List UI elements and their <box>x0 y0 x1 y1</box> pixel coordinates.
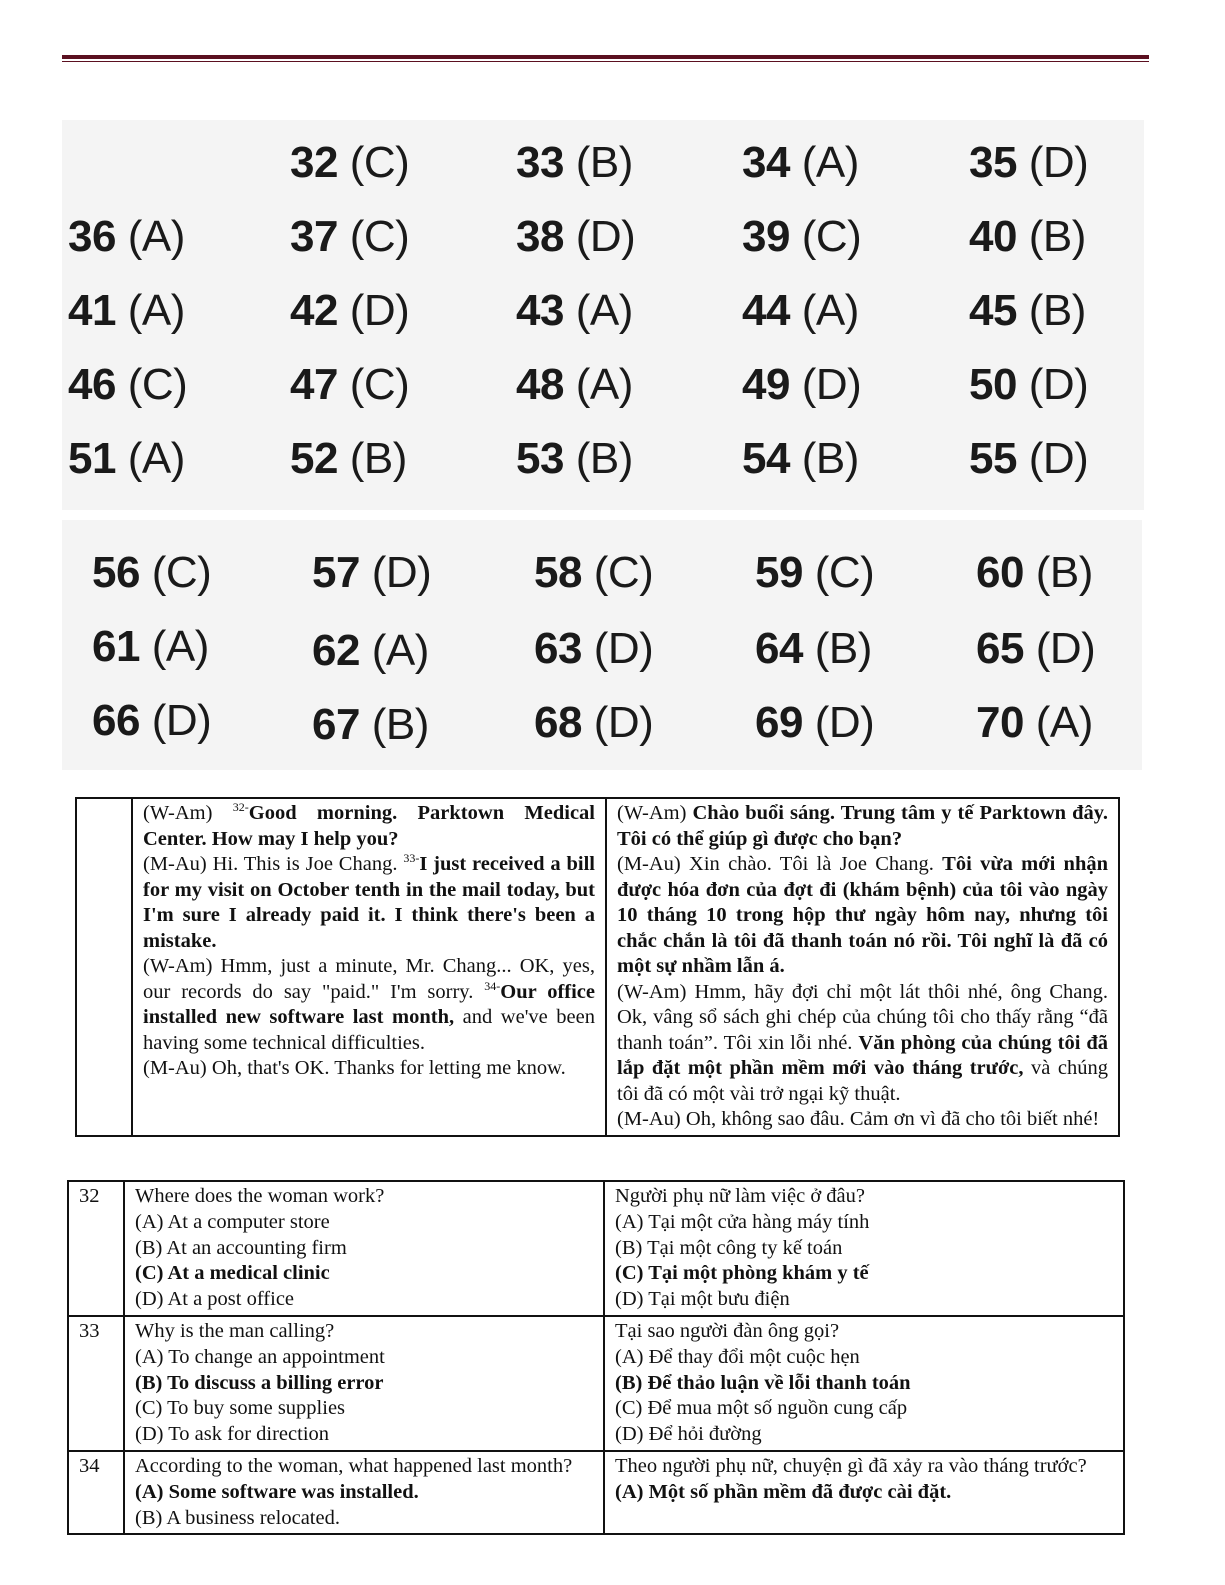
answer-key-item: 56 (C) <box>92 548 212 597</box>
answer-key-item: 51 (A) <box>68 434 185 483</box>
answer-key-item: 64 (B) <box>755 624 872 673</box>
option: (C) To buy some supplies <box>135 1397 346 1420</box>
question-text: Where does the woman work? <box>135 1185 385 1207</box>
question-vietnamese-cell <box>604 1181 1124 1316</box>
transcript-line: (M-Au) Oh, that's OK. Thanks for letting me know. <box>143 1057 566 1079</box>
answer-key-item: 32 (C) <box>290 138 410 187</box>
questions-table <box>67 1180 1125 1535</box>
option: (A) Để thay đổi một cuộc hẹn <box>615 1345 860 1368</box>
correct-option: (B) To discuss a billing error <box>135 1371 384 1394</box>
option: (D) Để hỏi đường <box>615 1423 762 1446</box>
answer-key-item: 54 (B) <box>742 434 859 483</box>
transcript-line: (M-Au) Xin chào. Tôi là Joe Chang. Tôi vừa mới nhận được hóa đơn của đợt đi (khám bệnh) của tôi vào ngày 10 tháng 10 trong hộp thư ngày hôm nay, nhưng tôi chắc chắn là tôi đã thanh toán nó rồi. Tôi nghĩ là đã có một sự nhầm lẫn á. <box>617 853 1109 977</box>
answer-key-item: 49 (D) <box>742 360 862 409</box>
correct-option: (A) Some software was installed. <box>135 1480 419 1503</box>
transcript-number-cell <box>76 798 132 1136</box>
answer-key-item: 35 (D) <box>969 138 1089 187</box>
question-text: Theo người phụ nữ, chuyện gì đã xảy ra vào tháng trước? <box>615 1454 1087 1477</box>
transcript-line: (W-Am) Hmm, just a minute, Mr. Chang... OK, yes, our records do say "paid." I'm sorry. $^{34-}$Our office installed new software last month, and we've been having some technical difficulties. <box>143 955 596 1054</box>
option: (A) Tại một cửa hàng máy tính <box>615 1210 870 1233</box>
question-number: 33 <box>68 1316 124 1451</box>
answer-key-item: 66 (D) <box>92 696 212 745</box>
answer-key-item: 42 (D) <box>290 286 410 335</box>
transcript-line: (M-Au) Hi. This is Joe Chang. $^{33-}$I just received a bill for my visit on October tenth in the mail today, but I'm sure I already paid it. I think there's been a mistake. <box>143 851 595 952</box>
question-text: Người phụ nữ làm việc ở đâu? <box>615 1185 865 1207</box>
option: (D) To ask for direction <box>135 1423 330 1446</box>
transcript-line: (W-Am) $^{32-}$Good morning. Parktown Medical Center. How may I help you? <box>143 800 595 850</box>
answer-key-panel-top <box>62 120 1144 510</box>
question-vietnamese-cell <box>604 1451 1124 1534</box>
table-row <box>76 798 1119 1136</box>
answer-key-item: 39 (C) <box>742 212 862 261</box>
answer-key-item: 36 (A) <box>68 212 185 261</box>
answer-key-item: 60 (B) <box>976 548 1093 597</box>
answer-key-item: 37 (C) <box>290 212 410 261</box>
transcript-table <box>75 797 1120 1137</box>
answer-key-item: 41 (A) <box>68 286 185 335</box>
question-english-cell <box>124 1181 604 1316</box>
transcript-english-cell <box>132 798 606 1136</box>
answer-key-item: 43 (A) <box>516 286 633 335</box>
question-text: Tại sao người đàn ông gọi? <box>615 1319 840 1342</box>
answer-key-item: 61 (A) <box>92 622 209 671</box>
answer-key-item: 33 (B) <box>516 138 633 187</box>
answer-key-item: 58 (C) <box>534 548 654 597</box>
question-number: 34 <box>68 1451 124 1534</box>
answer-key-item: 46 (C) <box>68 360 188 409</box>
answer-key-item: 50 (D) <box>969 360 1089 409</box>
question-text: Why is the man calling? <box>135 1319 335 1342</box>
answer-key-item: 45 (B) <box>969 286 1086 335</box>
transcript-line: (W-Am) Chào buổi sáng. Trung tâm y tế Parktown đây. Tôi có thể giúp gì được cho bạn? <box>617 802 1109 850</box>
option: (B) Tại một công ty kế toán <box>615 1236 843 1259</box>
table-row <box>68 1316 1124 1451</box>
correct-option: (B) Để thảo luận về lỗi thanh toán <box>615 1371 911 1394</box>
answer-key-item: 69 (D) <box>755 698 875 747</box>
question-text: According to the woman, what happened last month? <box>135 1454 573 1477</box>
option: (D) Tại một bưu điện <box>615 1288 790 1311</box>
question-number: 32 <box>68 1181 124 1316</box>
answer-key-item: 67 (B) <box>312 700 429 749</box>
table-row <box>68 1451 1124 1534</box>
option: (B) At an accounting firm <box>135 1236 347 1259</box>
answer-key-item: 68 (D) <box>534 698 654 747</box>
correct-option: (C) At a medical clinic <box>135 1262 330 1285</box>
question-english-cell <box>124 1451 604 1534</box>
answer-key-item: 53 (B) <box>516 434 633 483</box>
question-vietnamese-cell <box>604 1316 1124 1451</box>
answer-key-item: 44 (A) <box>742 286 859 335</box>
answer-key-item: 38 (D) <box>516 212 636 261</box>
answer-key-item: 52 (B) <box>290 434 407 483</box>
option: (D) At a post office <box>135 1288 295 1311</box>
answer-key-panel-bottom <box>62 520 1142 770</box>
transcript-line: (W-Am) Hmm, hãy đợi chỉ một lát thôi nhé, ông Chang. Ok, vâng sổ sách ghi chép của chúng tôi cho thấy rằng “đã thanh toán”. Tôi xin lỗi nhé. Văn phòng của chúng tôi đã lắp đặt một phần mềm mới vào tháng trước, và chúng tôi đã có một vài trở ngại kỹ thuật. <box>617 980 1108 1105</box>
answer-key-item: 55 (D) <box>969 434 1089 483</box>
table-row <box>68 1181 1124 1316</box>
answer-key-item: 62 (A) <box>312 626 429 675</box>
answer-key-item: 34 (A) <box>742 138 859 187</box>
question-english-cell <box>124 1316 604 1451</box>
correct-option: (C) Tại một phòng khám y tế <box>615 1262 869 1285</box>
answer-key-item: 65 (D) <box>976 624 1096 673</box>
correct-option: (A) Một số phần mềm đã được cài đặt. <box>615 1480 952 1503</box>
option: (A) To change an appointment <box>135 1345 385 1368</box>
option: (C) Để mua một số nguồn cung cấp <box>615 1397 908 1420</box>
option: (B) A business relocated. <box>135 1506 340 1529</box>
answer-key-item: 48 (A) <box>516 360 633 409</box>
answer-key-item: 63 (D) <box>534 624 654 673</box>
transcript-vietnamese-cell <box>606 798 1119 1136</box>
answer-key-item: 57 (D) <box>312 548 432 597</box>
option: (A) At a computer store <box>135 1210 330 1233</box>
answer-key-item: 47 (C) <box>290 360 410 409</box>
header-rule <box>62 55 1149 59</box>
answer-key-item: 59 (C) <box>755 548 875 597</box>
transcript-line: (M-Au) Oh, không sao đâu. Cảm ơn vì đã cho tôi biết nhé! <box>617 1108 1100 1130</box>
answer-key-item: 70 (A) <box>976 698 1093 747</box>
answer-key-item: 40 (B) <box>969 212 1086 261</box>
